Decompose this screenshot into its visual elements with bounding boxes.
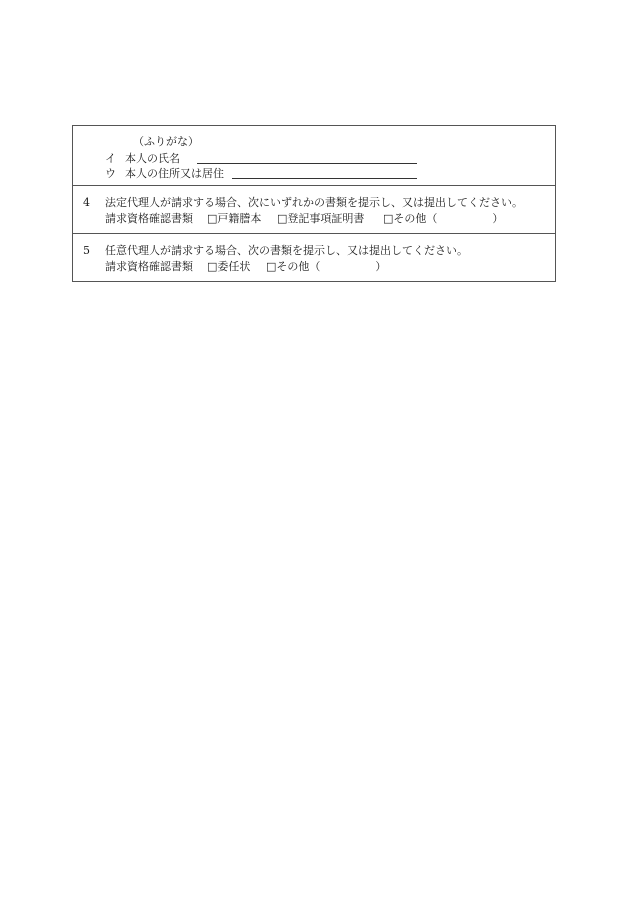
section-number: 4 [83, 196, 90, 209]
principal-name-field[interactable] [197, 163, 417, 164]
principal-address-field[interactable] [232, 178, 417, 179]
item-i-marker: イ [105, 152, 116, 165]
principal-address-label: 本人の住所又は居住 [125, 167, 224, 180]
voluntary-representative-instruction: 任意代理人が請求する場合、次の書類を提示し、又は提出してください。 [105, 244, 468, 257]
power-of-attorney-checkbox[interactable]: □委任状 [207, 260, 251, 273]
voluntary-representative-section [73, 234, 555, 281]
registry-certificate-checkbox[interactable]: □登記事項証明書 [277, 212, 365, 225]
furigana-label: （ふりがな） [133, 135, 199, 148]
legal-representative-instruction: 法定代理人が請求する場合、次にいずれかの書類を提示し、又は提出してください。 [105, 196, 523, 209]
requester-form-box [72, 125, 556, 282]
family-register-checkbox[interactable]: □戸籍謄本 [207, 212, 262, 225]
other-document-checkbox[interactable]: □その他（ ） [383, 212, 504, 225]
legal-representative-section [73, 186, 555, 234]
item-u-marker: ウ [105, 167, 116, 180]
doc-type-label: 請求資格確認書類 [105, 260, 193, 273]
doc-type-label: 請求資格確認書類 [105, 212, 193, 225]
other-document-checkbox[interactable]: □その他（ ） [266, 260, 387, 273]
section-number: 5 [83, 244, 90, 257]
identity-section [73, 126, 555, 186]
principal-name-label: 本人の氏名 [125, 152, 180, 165]
